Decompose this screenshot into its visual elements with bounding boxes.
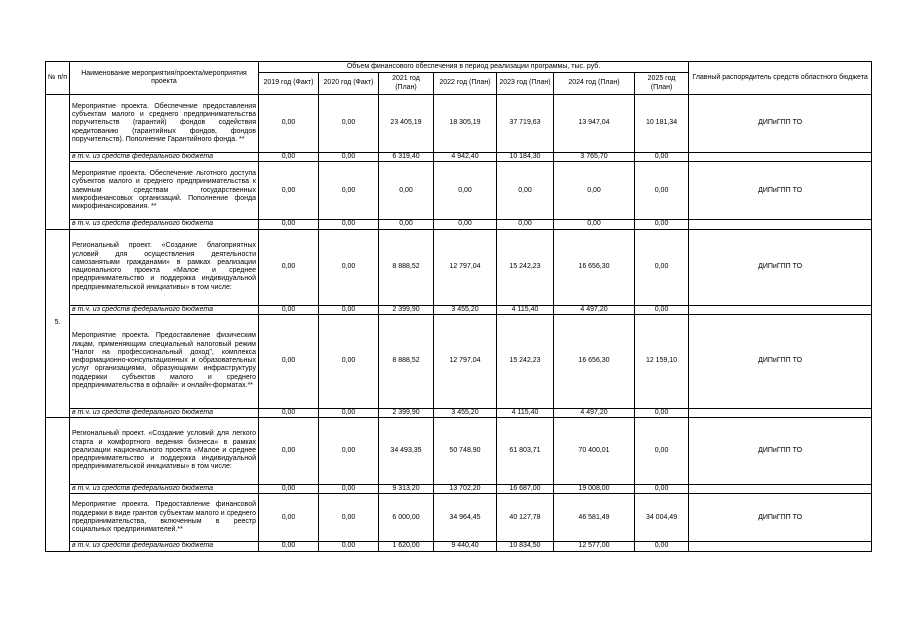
value-cell: 0,00	[635, 305, 689, 314]
owner-cell: ДИПиГПП ТО	[689, 418, 872, 485]
value-cell: 13 947,04	[554, 95, 635, 153]
value-cell: 4 942,40	[434, 153, 497, 162]
value-cell: 23 405,19	[379, 95, 434, 153]
table-row	[46, 418, 872, 485]
value-cell: 4 115,40	[497, 305, 554, 314]
item-description: Мероприятие проекта. Обеспечение предоставления субъектам малого и среднего предпринимательства поручительств (гарантий) фондов содействия кредитованию (гарантийных фондов, фондов поручительств). Пополнение Гарантийного фонда. **	[70, 95, 259, 153]
value-cell: 0,00	[635, 542, 689, 551]
value-cell: 61 803,71	[497, 418, 554, 485]
year-header: 2021 год (План)	[379, 73, 434, 95]
value-cell: 0,00	[259, 494, 319, 542]
budget-table	[45, 61, 872, 552]
value-cell: 0,00	[635, 153, 689, 162]
value-cell: 0,00	[635, 408, 689, 417]
value-cell: 0,00	[319, 408, 379, 417]
value-cell: 34 004,49	[635, 494, 689, 542]
federal-budget-label: в т.ч. из средств федерального бюджета	[70, 220, 259, 229]
owner-cell: ДИПиГПП ТО	[689, 162, 872, 220]
value-cell: 0,00	[319, 314, 379, 408]
table-row	[46, 153, 872, 162]
table-row	[46, 162, 872, 220]
value-cell: 18 305,19	[434, 95, 497, 153]
value-cell: 0,00	[259, 95, 319, 153]
year-header: 2020 год (Факт)	[319, 73, 379, 95]
table-row	[46, 229, 872, 305]
value-cell: 34 493,35	[379, 418, 434, 485]
funding-column-header: Объем финансового обеспечения в период реализации программы, тыс. руб.	[259, 62, 689, 73]
table-row	[46, 485, 872, 494]
owner-cell	[689, 305, 872, 314]
value-cell: 16 656,30	[554, 314, 635, 408]
value-cell: 0,00	[635, 229, 689, 305]
value-cell: 0,00	[554, 220, 635, 229]
value-cell: 12 797,04	[434, 314, 497, 408]
value-cell: 0,00	[635, 485, 689, 494]
value-cell: 13 702,20	[434, 485, 497, 494]
owner-cell	[689, 153, 872, 162]
value-cell: 3 455,20	[434, 408, 497, 417]
value-cell: 0,00	[497, 162, 554, 220]
header-row	[46, 62, 872, 73]
value-cell: 70 400,01	[554, 418, 635, 485]
table-row	[46, 305, 872, 314]
value-cell: 0,00	[319, 494, 379, 542]
year-header: 2024 год (План)	[554, 73, 635, 95]
value-cell: 0,00	[259, 305, 319, 314]
value-cell: 1 620,00	[379, 542, 434, 551]
value-cell: 15 242,23	[497, 314, 554, 408]
value-cell: 0,00	[319, 418, 379, 485]
value-cell: 0,00	[434, 162, 497, 220]
value-cell: 0,00	[434, 220, 497, 229]
value-cell: 0,00	[319, 485, 379, 494]
owner-cell: ДИПиГПП ТО	[689, 494, 872, 542]
federal-budget-label: в т.ч. из средств федерального бюджета	[70, 542, 259, 551]
value-cell: 2 399,90	[379, 408, 434, 417]
value-cell: 46 581,49	[554, 494, 635, 542]
item-description: Мероприятие проекта. Обеспечение льготного доступа субъектов малого и среднего предпринимательства к заемным средствам государственных микрофинансовых организаций. Пополнение фонда микрофинансирования. **	[70, 162, 259, 220]
row-number-cell	[46, 418, 70, 552]
year-header: 2019 год (Факт)	[259, 73, 319, 95]
value-cell: 8 888,52	[379, 229, 434, 305]
value-cell: 0,00	[259, 485, 319, 494]
value-cell: 0,00	[259, 314, 319, 408]
federal-budget-label: в т.ч. из средств федерального бюджета	[70, 408, 259, 417]
year-header: 2025 год (План)	[635, 73, 689, 95]
federal-budget-label: в т.ч. из средств федерального бюджета	[70, 305, 259, 314]
value-cell: 16 687,00	[497, 485, 554, 494]
federal-budget-label: в т.ч. из средств федерального бюджета	[70, 153, 259, 162]
value-cell: 0,00	[259, 229, 319, 305]
value-cell: 12 797,04	[434, 229, 497, 305]
value-cell: 16 656,30	[554, 229, 635, 305]
year-header: 2022 год (План)	[434, 73, 497, 95]
value-cell: 6 000,00	[379, 494, 434, 542]
value-cell: 10 181,34	[635, 95, 689, 153]
value-cell: 12 159,10	[635, 314, 689, 408]
table-row	[46, 408, 872, 417]
value-cell: 4 497,20	[554, 305, 635, 314]
value-cell: 6 319,40	[379, 153, 434, 162]
owner-cell	[689, 542, 872, 551]
value-cell: 0,00	[319, 153, 379, 162]
value-cell: 0,00	[379, 162, 434, 220]
item-description: Региональный проект. «Создание условий для легкого старта и комфортного ведения бизнеса» в рамках реализации национального проекта «Малое и среднее предпринимательство и поддержка индивидуальной предпринимательской инициативы» в том числе:	[70, 418, 259, 485]
owner-column-header: Главный распорядитель средств областного бюджета	[689, 62, 872, 95]
value-cell: 0,00	[259, 220, 319, 229]
value-cell: 4 115,40	[497, 408, 554, 417]
value-cell: 0,00	[319, 305, 379, 314]
value-cell: 0,00	[259, 408, 319, 417]
value-cell: 37 719,63	[497, 95, 554, 153]
item-description: Региональный проект. «Создание благоприятных условий для осуществления деятельности самозанятыми гражданами» в рамках реализации национального проекта «Малое и среднее предпринимательство и поддержка индивидуальной предпринимательской инициативы» в том числе:	[70, 229, 259, 305]
owner-cell: ДИПиГПП ТО	[689, 314, 872, 408]
value-cell: 9 440,40	[434, 542, 497, 551]
value-cell: 0,00	[635, 220, 689, 229]
table-row	[46, 220, 872, 229]
value-cell: 0,00	[259, 542, 319, 551]
item-description: Мероприятие проекта. Предоставление физическим лицам, применяющим специальный налоговый режим "Налог на профессиональный доход", комплекса информационно-консультационных и образовательных услуг организациями, образующими инфраструктуру поддержки субъектов малого и среднего предпринимательства в офлайн- и онлайн-форматах.**	[70, 314, 259, 408]
value-cell: 10 184,30	[497, 153, 554, 162]
table-row	[46, 95, 872, 153]
value-cell: 4 497,20	[554, 408, 635, 417]
value-cell: 19 008,00	[554, 485, 635, 494]
value-cell: 0,00	[319, 542, 379, 551]
value-cell: 40 127,78	[497, 494, 554, 542]
federal-budget-label: в т.ч. из средств федерального бюджета	[70, 485, 259, 494]
value-cell: 0,00	[635, 162, 689, 220]
value-cell: 12 577,00	[554, 542, 635, 551]
table-row	[46, 542, 872, 551]
owner-cell	[689, 485, 872, 494]
year-header: 2023 год (План)	[497, 73, 554, 95]
value-cell: 0,00	[554, 162, 635, 220]
value-cell: 0,00	[319, 95, 379, 153]
value-cell: 34 964,45	[434, 494, 497, 542]
value-cell: 15 242,23	[497, 229, 554, 305]
value-cell: 2 399,90	[379, 305, 434, 314]
owner-cell	[689, 220, 872, 229]
row-number-cell: 5.	[46, 229, 70, 418]
number-column-header: № п/п	[46, 62, 70, 95]
row-number-cell	[46, 95, 70, 230]
item-description: Мероприятие проекта. Предоставление финансовой поддержки в виде грантов субъектам малого и среднего предпринимательства, включенным в реестр социальных предпринимателей.**	[70, 494, 259, 542]
value-cell: 0,00	[259, 418, 319, 485]
value-cell: 8 888,52	[379, 314, 434, 408]
value-cell: 9 313,20	[379, 485, 434, 494]
value-cell: 0,00	[259, 162, 319, 220]
table-row	[46, 494, 872, 542]
value-cell: 0,00	[259, 153, 319, 162]
value-cell: 3 765,70	[554, 153, 635, 162]
value-cell: 0,00	[635, 418, 689, 485]
value-cell: 0,00	[497, 220, 554, 229]
owner-cell	[689, 408, 872, 417]
value-cell: 10 834,50	[497, 542, 554, 551]
value-cell: 0,00	[379, 220, 434, 229]
value-cell: 0,00	[319, 229, 379, 305]
value-cell: 0,00	[319, 220, 379, 229]
value-cell: 50 748,90	[434, 418, 497, 485]
value-cell: 3 455,20	[434, 305, 497, 314]
table-row	[46, 314, 872, 408]
value-cell: 0,00	[319, 162, 379, 220]
name-column-header: Наименование мероприятия/проекта/мероприятия проекта	[70, 62, 259, 95]
owner-cell: ДИПиГПП ТО	[689, 229, 872, 305]
owner-cell: ДИПиГПП ТО	[689, 95, 872, 153]
